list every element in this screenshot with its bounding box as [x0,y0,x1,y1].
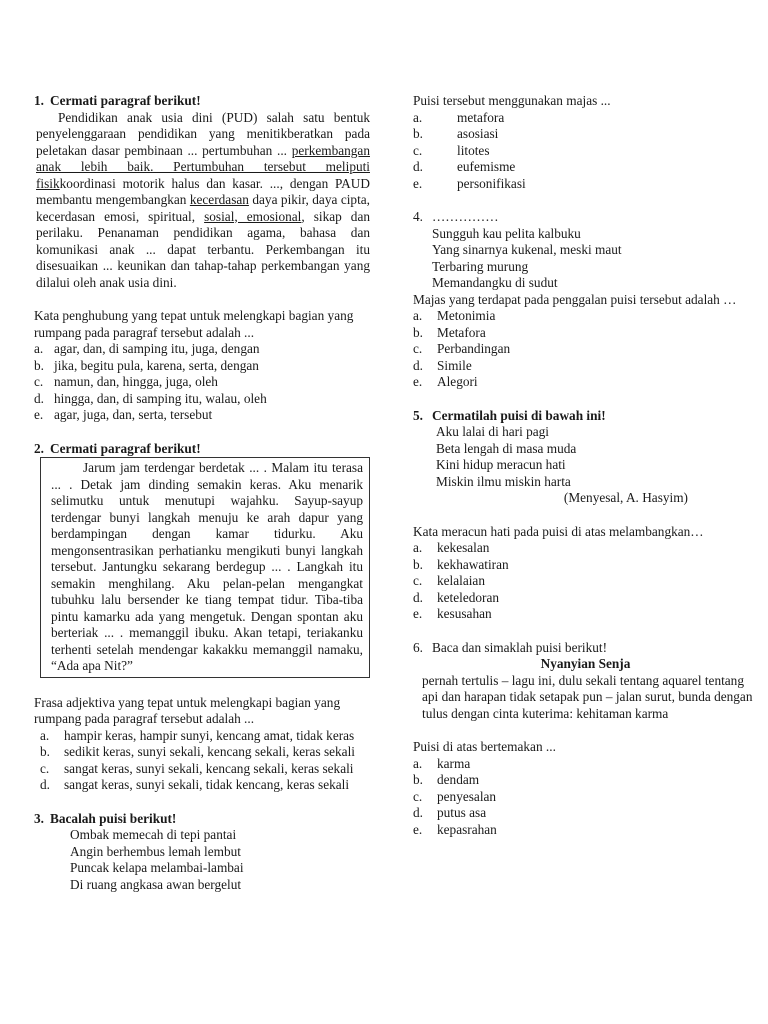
option-text: eufemisme [457,159,516,174]
poem-line: Sungguh kau pelita kalbuku [432,225,581,241]
question-instruction: Baca dan simaklah puisi berikut! [432,639,608,655]
poem-line: Puncak kelapa melambai-lambai [70,860,244,875]
question-5-options [413,540,758,623]
option-label: e. [413,606,423,621]
answer-option[interactable] [413,358,758,375]
answer-option[interactable] [413,176,758,193]
option-text: Alegori [437,374,478,389]
answer-option[interactable] [413,573,758,590]
question-3-stem: Puisi tersebut menggunakan majas ... [413,93,611,108]
left-column [34,93,370,893]
poem-line: Miskin ilmu miskin harta [436,473,571,489]
question-number: 2. [34,440,44,456]
question-1 [34,93,370,424]
underlined-text: kecerdasan [189,192,249,207]
option-label: d. [34,390,44,406]
question-5-stem: Kata meracun hati pada puisi di atas melambangkan… [413,523,704,539]
question-4 [413,209,758,391]
question-4-poem [413,226,758,292]
option-label: c. [413,341,423,356]
answer-option[interactable] [413,606,758,623]
answer-option[interactable] [34,761,370,778]
option-text: Metonimia [437,308,496,323]
question-2 [34,441,370,794]
question-1-paragraph [34,110,370,292]
option-label: e. [413,821,423,837]
option-label: d. [40,777,50,792]
question-1-stem: Kata penghubung yang tepat untuk melengkapi bagian yang rumpang pada paragraf tersebut adalah ... [34,308,354,340]
question-4-options [413,308,758,391]
option-text: hampir keras, hampir sunyi, kencang amat, tidak keras [64,727,355,743]
option-label: c. [40,760,50,776]
poem-title: Nyanyian Senja [540,656,631,671]
question-number: 5. [413,407,423,423]
poem-line: Terbaring murung [432,258,529,274]
question-5-heading [413,408,758,425]
option-label: b. [413,324,423,340]
answer-option[interactable] [413,789,758,806]
option-text: asosiasi [457,126,499,141]
underlined-text: sosial, emosional [204,208,302,224]
question-3-options [413,110,758,193]
option-label: d. [413,805,423,820]
option-label: a. [34,341,44,356]
question-5-poem [413,424,758,490]
paragraph-text: koordinasi motorik halus dan kasar. ..., dengan PAUD membantu mengembangkan [36,175,370,207]
answer-option[interactable] [34,744,370,761]
option-label: d. [413,589,423,605]
question-1-options [34,341,370,424]
question-number: 6. [413,639,423,655]
option-text: sedikit keras, sunyi sekali, kencang sekali, keras sekali [64,744,355,759]
question-2-text-box [40,457,370,678]
answer-option[interactable] [413,822,758,839]
option-label: c. [34,374,44,389]
option-text: dendam [437,772,480,787]
option-text: keteledoran [437,589,500,605]
option-text: kepasrahan [437,821,497,837]
option-label: a. [413,308,423,323]
question-number: 4. [413,209,423,224]
option-text: kesusahan [437,606,492,621]
option-text: hingga, dan, di samping itu, walau, oleh [54,390,267,406]
option-text: namun, dan, hingga, juga, oleh [54,374,218,389]
option-text: Metafora [437,324,486,340]
option-text: Perbandingan [437,341,511,356]
option-label: a. [413,109,423,125]
question-4-stem: Majas yang terdapat pada penggalan puisi tersebut adalah … [413,291,737,307]
option-text: agar, juga, dan, serta, tersebut [54,407,213,422]
question-number: 1. [34,93,44,108]
answer-option[interactable] [413,374,758,391]
option-text: litotes [457,142,490,158]
underlined-text: perkembangan anak lebih baik. Pertumbuhan tersebut meliputi fisik [36,142,370,191]
answer-option[interactable] [413,756,758,773]
option-text: kelalaian [437,573,485,588]
option-label: c. [413,142,423,158]
question-3-heading [34,811,370,828]
poem-line: Angin berhembus lemah lembut [70,843,241,859]
answer-option[interactable] [34,777,370,794]
question-5 [413,408,758,623]
answer-option[interactable] [413,341,758,358]
paragraph-text: , sikap dan perilaku. Penanaman pendidikan agama, bahasa dan komunikasi anak ... dapat terbantu. Perkembangan itu disesuaikan ... keunikan dan tahap-tahap perkembangan yang dilalui oleh anak usia dini. [36,208,370,290]
option-label: b. [413,126,423,141]
option-label: b. [34,357,44,373]
question-6 [413,640,758,839]
boxed-paragraph: Jarum jam terdengar berdetak ... . Malam itu terasa ... . Detak jam dinding semakin keras. Aku menarik selimutku untuk menutupi wajahku. Sayup-sayup terdengar bunyi langkah menuju ke arah dapur yang berdampingan dengan kamar tidurku. Aku mengonsentrasikan perhatianku mengikuti bunyi langkah tersebut. Jantungku sekarang berdegup ... . Langkah itu semakin menghilang. Aku pelan-pelan mengangkat tubuhku lalu bersender ke tiang tempat tidur. Tiba-tiba pintu kamarku ada yang mengetuk. Dengan spontan aku berteriak ... . memanggil ibuku. Akan tetapi, teriakanku terhenti setelah mendengar kakakku memanggil namaku, “Ada apa Nit?” [51,460,363,673]
poem-line: Aku lalai di hari pagi [436,424,549,439]
right-column [413,93,758,838]
option-text: Simile [437,357,472,373]
question-instruction: Cermati paragraf berikut! [50,440,201,456]
option-label: a. [40,727,50,743]
option-label: e. [34,407,44,422]
blank-dots: …………… [432,209,499,224]
paragraph-text: daya pikir, daya cipta, kecerdasan emosi, spiritual, [36,192,370,224]
answer-option[interactable] [413,805,758,822]
question-2-options [34,728,370,794]
question-2-heading [34,441,370,458]
option-label: d. [413,357,423,373]
option-label: e. [413,374,423,389]
answer-option[interactable] [413,540,758,557]
question-6-stem: Puisi di atas bertemakan ... [413,739,556,754]
answer-option[interactable] [413,143,758,160]
option-text: karma [437,755,471,771]
question-number: 3. [34,810,44,826]
option-label: e. [413,175,423,191]
option-text: kekhawatiran [437,556,509,572]
option-label: c. [413,788,423,804]
poem-line: Yang sinarnya kukenal, meski maut [432,242,622,257]
option-text: sangat keras, sunyi sekali, kencang sekali, keras sekali [64,760,354,776]
option-text: putus asa [437,805,487,820]
answer-option[interactable] [34,374,370,391]
poem-line: Memandangku di sudut [432,275,558,290]
answer-option[interactable] [413,308,758,325]
option-label: d. [413,159,423,174]
question-6-poem: pernah tertulis – lagu ini, dulu sekali tentang aquarel tentang api dan harapan tidak setapak pun – jalan surut, bunda dengan tulus dengan cinta kuterima: kehitaman karma [422,672,753,721]
answer-option[interactable] [34,407,370,424]
answer-option[interactable] [413,772,758,789]
answer-option[interactable] [34,341,370,358]
option-text: penyesalan [437,788,497,804]
option-text: kekesalan [437,540,490,555]
question-instruction: Cermati paragraf berikut! [50,93,201,108]
question-6-options [413,756,758,839]
answer-option[interactable] [34,728,370,745]
answer-option[interactable] [413,110,758,127]
poem-source: (Menyesal, A. Hasyim) [563,490,688,505]
poem-line: Kini hidup meracun hati [436,457,566,472]
question-instruction: Bacalah puisi berikut! [50,810,177,826]
answer-option[interactable] [413,159,758,176]
answer-option[interactable] [34,358,370,375]
answer-option[interactable] [34,391,370,408]
question-6-heading [413,640,758,657]
question-2-stem: Frasa adjektiva yang tepat untuk melengkapi bagian yang rumpang pada paragraf tersebut adalah ... [34,694,341,726]
option-text: jika, begitu pula, karena, serta, dengan [54,357,259,373]
answer-option[interactable] [413,590,758,607]
question-3-poem [34,827,370,893]
option-label: a. [413,755,423,771]
paragraph-text: Pendidikan anak usia dini (PUD) salah satu bentuk penyelenggaraan pendidikan yang menitikberatkan pada peletakan dasar pembinaan ... pertumbuhan ... [36,109,370,158]
option-text: agar, dan, di samping itu, juga, dengan [54,341,260,356]
answer-option[interactable] [413,557,758,574]
option-label: a. [413,540,423,555]
option-label: b. [413,556,423,572]
poem-line: Ombak memecah di tepi pantai [70,827,237,842]
option-label: b. [413,772,423,787]
answer-option[interactable] [413,126,758,143]
question-4-heading [413,209,758,226]
option-text: personifikasi [457,175,526,191]
answer-option[interactable] [413,325,758,342]
question-instruction: Cermatilah puisi di bawah ini! [432,407,606,423]
question-1-heading [34,93,370,110]
poem-line: Di ruang angkasa awan bergelut [70,876,242,892]
option-text: metafora [457,109,505,125]
option-text: sangat keras, sunyi sekali, tidak kencang, keras sekali [64,777,350,792]
question-3-continued [413,93,758,192]
option-label: b. [40,744,50,759]
question-3 [34,811,370,894]
option-label: c. [413,573,423,588]
poem-line: Beta lengah di masa muda [436,440,577,456]
